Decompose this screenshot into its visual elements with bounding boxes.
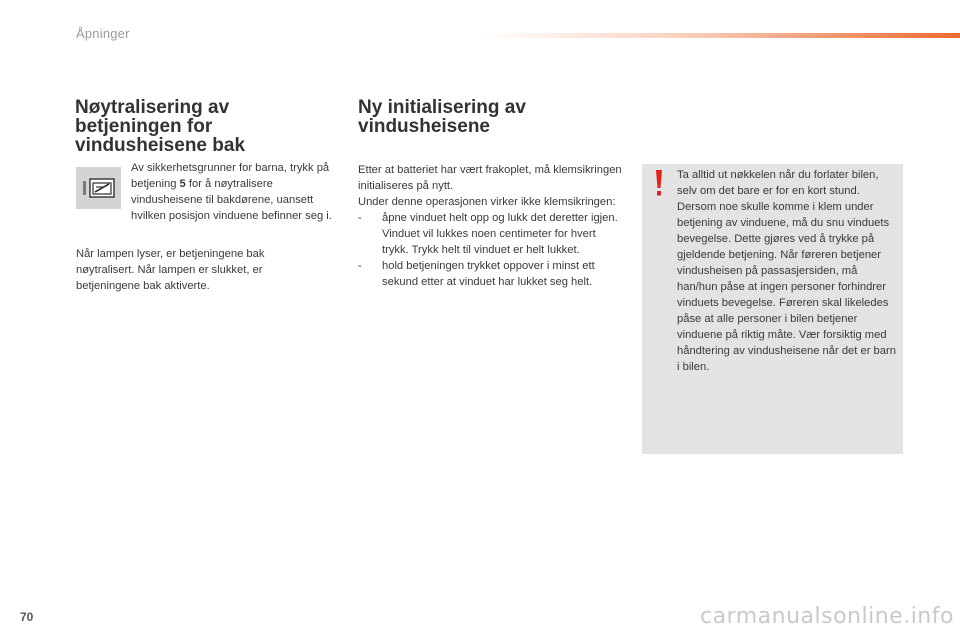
child-safety-paragraph <box>131 160 336 224</box>
window-lock-icon <box>76 167 121 209</box>
list-dash: - <box>358 212 362 224</box>
list-item <box>358 210 623 258</box>
procedure-intro: Under denne operasjonen virker ikke klemsikringen: <box>358 196 616 208</box>
list-item <box>358 258 623 290</box>
left-heading: Nøytralisering av betjeningen for vindusheisene bak <box>75 97 246 156</box>
exclamation-icon <box>654 170 664 196</box>
warning-box <box>642 164 903 454</box>
middle-heading: Ny initialisering av vindusheisene <box>358 97 526 137</box>
list-dash: - <box>358 260 362 272</box>
list-item-text: hold betjeningen trykket oppover i minst ett sekund etter at vinduet har lukket seg helt. <box>382 260 595 288</box>
child-safety-text-after: for å nøytralisere vindusheisene til bakdørene, uansett hvilken posisjon vinduene befinner seg i. <box>131 178 332 222</box>
section-title: Åpninger <box>76 26 130 41</box>
child-safety-text-before: Av sikkerhetsgrunner for barna, trykk på betjening <box>131 162 330 190</box>
initialisation-intro: Etter at batteriet har vært frakoplet, må klemsikringen initialiseres på nytt. <box>358 164 622 192</box>
page-number: 70 <box>20 610 34 624</box>
warning-text: Ta alltid ut nøkkelen når du forlater bilen, selv om det bare er for en kort stund. Dersom noe skulle komme i klem under betjening av vinduene, må du snu vinduets bevegelse. Dette gjøres ved å trykke på gjeldende betjening. Når føreren betjener vindusheisen på passasjersiden, må han/hun påse at ingen personer forhindrer vinduets bevegelse. Føreren skal likeledes påse at alle personer i bilen betjener vinduene på riktig måte. Vær forsiktig med håndtering av vindusheisene når det er barn i bilen. <box>677 169 896 373</box>
initialisation-text <box>358 162 623 290</box>
watermark: carmanualsonline.info <box>700 604 954 629</box>
lamp-status-paragraph: Når lampen lyser, er betjeningene bak nøytralisert. Når lampen er slukket, er betjeningene bak aktiverte. <box>76 248 265 292</box>
control-number: 5 <box>179 178 186 190</box>
list-item-text: åpne vinduet helt opp og lukk det deretter igjen. Vinduet vil lukkes noen centimeter for hvert trykk. Trykk helt til vinduet er helt lukket. <box>382 212 618 256</box>
header-accent-bar <box>480 33 960 38</box>
